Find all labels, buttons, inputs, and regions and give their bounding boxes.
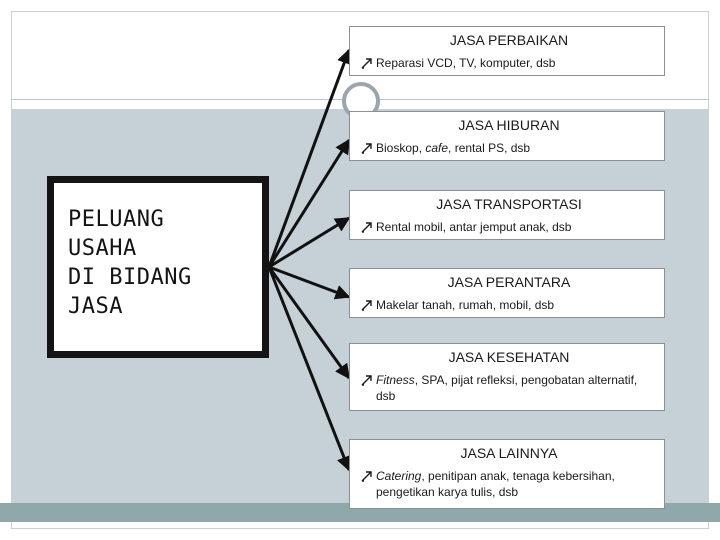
service-title: JASA TRANSPORTASI (436, 196, 582, 212)
connector-lainnya (269, 267, 349, 470)
connector-transportasi (269, 218, 349, 267)
arrow-bullet-icon (360, 469, 376, 483)
arrow-bullet-icon (360, 373, 376, 387)
main-topic-label: PELUANG USAHA DI BIDANG JASA (68, 207, 192, 319)
service-description: Catering, penitipan anak, tenaga kebersihan, pengetikan karya tulis, dsb (376, 469, 615, 499)
service-description: Reparasi VCD, TV, komputer, dsb (376, 56, 556, 70)
service-box-perantara (349, 268, 665, 318)
service-title: JASA LAINNYA (460, 445, 558, 461)
service-description: Fitness, SPA, pijat refleksi, pengobatan alternatif, dsb (376, 373, 638, 403)
service-description: Makelar tanah, rumah, mobil, dsb (376, 298, 555, 312)
arrow-bullet-icon (360, 298, 376, 312)
service-title: JASA HIBURAN (458, 117, 560, 133)
connector-kesehatan (269, 267, 349, 378)
arrow-bullet-icon (360, 141, 376, 155)
arrow-bullet-icon (360, 220, 376, 234)
service-description: Bioskop, cafe, rental PS, dsb (376, 141, 531, 155)
service-title: JASA KESEHATAN (448, 349, 570, 365)
service-title: JASA PERBAIKAN (449, 32, 569, 48)
arrow-bullet-icon (360, 56, 376, 70)
service-box-hiburan (349, 111, 665, 161)
main-topic-box (47, 176, 269, 358)
service-box-perbaikan (349, 26, 665, 76)
service-description: Rental mobil, antar jemput anak, dsb (376, 220, 572, 234)
service-title: JASA PERANTARA (447, 274, 571, 290)
service-box-transportasi (349, 190, 665, 240)
service-box-kesehatan (349, 343, 665, 411)
service-box-lainnya (349, 439, 665, 509)
